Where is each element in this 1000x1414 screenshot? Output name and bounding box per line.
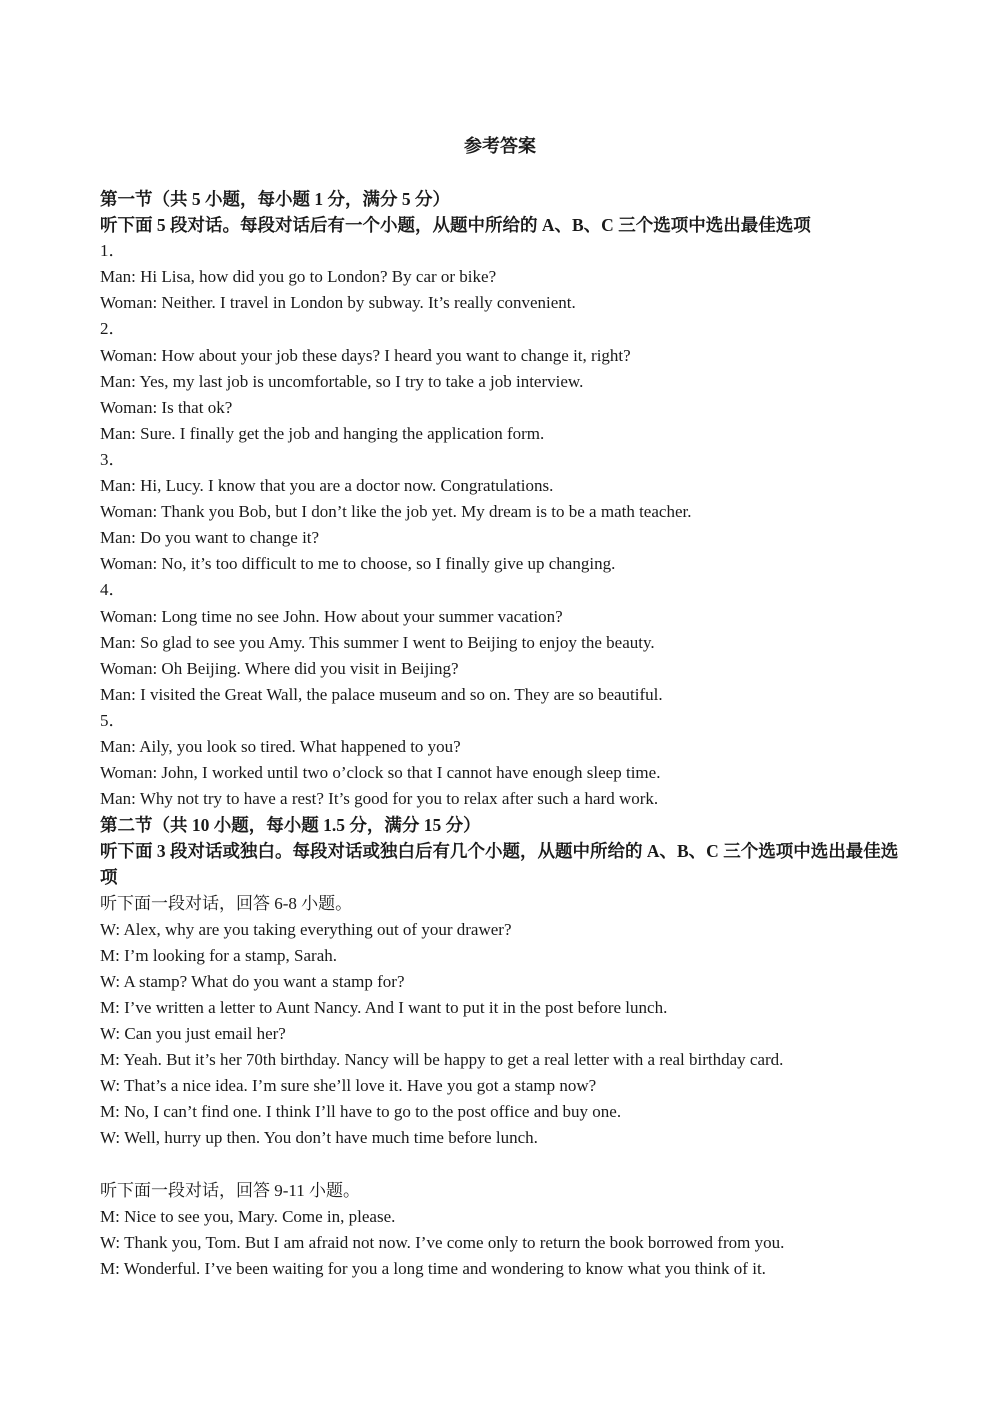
conversation-line: W: That’s a nice idea. I’m sure she’ll love it. Have you got a stamp now? [100,1076,597,1096]
dialogue-line: Man: So glad to see you Amy. This summer I went to Beijing to enjoy the beauty. [100,632,655,652]
dialogue-line: Man: Why not try to have a rest? It’s good for you to relax after such a hard work. [100,789,659,809]
dialogue-line: Man: I visited the Great Wall, the palace museum and so on. They are so beautiful. [100,684,663,704]
conversation-line: W: Thank you, Tom. But I am afraid not now. I’ve come only to return the book borrowed from you. [100,1232,785,1252]
dialogue-line: Man: Hi, Lucy. I know that you are a doctor now. Congratulations. [100,476,554,496]
dialogue-line: Woman: Oh Beijing. Where did you visit in Beijing? [100,658,459,678]
dialogue-number: 5． [100,710,126,730]
conversation-line: W: Alex, why are you taking everything out of your drawer? [100,919,512,939]
document-body [100,186,900,1282]
conversation-line: W: Can you just email her? [100,1024,286,1043]
dialogue-line: Woman: John, I worked until two o’clock so that I cannot have enough sleep time. [100,763,661,783]
conversation-intro: 听下面一段对话，回答 9-11 小题。 [100,1180,361,1200]
dialogue-line: Man: Aily, you look so tired. What happened to you? [100,736,461,756]
conversation-line: M: Nice to see you, Mary. Come in, please. [100,1206,396,1226]
dialogue-number: 3． [100,449,126,469]
dialogue-number: 2． [100,319,126,339]
dialogue-line: Woman: How about your job these days? I heard you want to change it, right? [100,345,631,365]
conversation-line: W: A stamp? What do you want a stamp for? [100,971,405,991]
dialogue-line: Woman: Thank you Bob, but I don’t like the job yet. My dream is to be a math teacher. [100,502,692,522]
dialogue-number: 1． [100,241,126,261]
section1-heading: 第一节（共 5 小题，每小题 1 分，满分 5 分） [100,189,450,209]
dialogue-line: Man: Sure. I finally get the job and hanging the application form. [100,423,545,443]
conversation-line: W: Well, hurry up then. You don’t have much time before lunch. [100,1128,538,1148]
dialogue-line: Woman: Neither. I travel in London by subway. It’s really convenient. [100,293,576,313]
dialogue-line: Woman: No, it’s too difficult to me to choose, so I finally give up changing. [100,554,616,574]
page-title: 参考答案 [464,136,536,156]
dialogue-line: Man: Yes, my last job is uncomfortable, so I try to take a job interview. [100,371,584,391]
section1-instruction: 听下面 5 段对话。每段对话后有一个小题，从题中所给的 A、B、C 三个选项中选出最佳选项 [100,215,811,236]
dialogue-line: Woman: Is that ok? [100,397,233,417]
conversation-line: M: Yeah. But it’s her 70th birthday. Nancy will be happy to get a real letter with a real birthday card. [100,1050,784,1070]
conversation-line: M: No, I can’t find one. I think I’ll have to go to the post office and buy one. [100,1102,622,1122]
section2-instruction: 听下面 3 段对话或独白。每段对话或独白后有几个小题，从题中所给的 A、B、C 三个选项中选出最佳选项 [100,841,899,888]
dialogue-line: Woman: Long time no see John. How about your summer vacation? [100,606,563,626]
paragraph-spacer [100,1151,900,1177]
conversation-intro: 听下面一段对话，回答 6-8 小题。 [100,893,353,913]
dialogue-line: Man: Hi Lisa, how did you go to London? By car or bike? [100,267,497,287]
section2-heading: 第二节（共 10 小题，每小题 1.5 分，满分 15 分） [100,815,481,836]
dialogue-number: 4． [100,580,126,600]
dialogue-line: Man: Do you want to change it? [100,528,320,548]
conversation-line: M: Wonderful. I’ve been waiting for you a long time and wondering to know what you think of it. [100,1258,766,1278]
conversation-line: M: I’ve written a letter to Aunt Nancy. And I want to put it in the post before lunch. [100,997,668,1017]
conversation-line: M: I’m looking for a stamp, Sarah. [100,945,338,965]
